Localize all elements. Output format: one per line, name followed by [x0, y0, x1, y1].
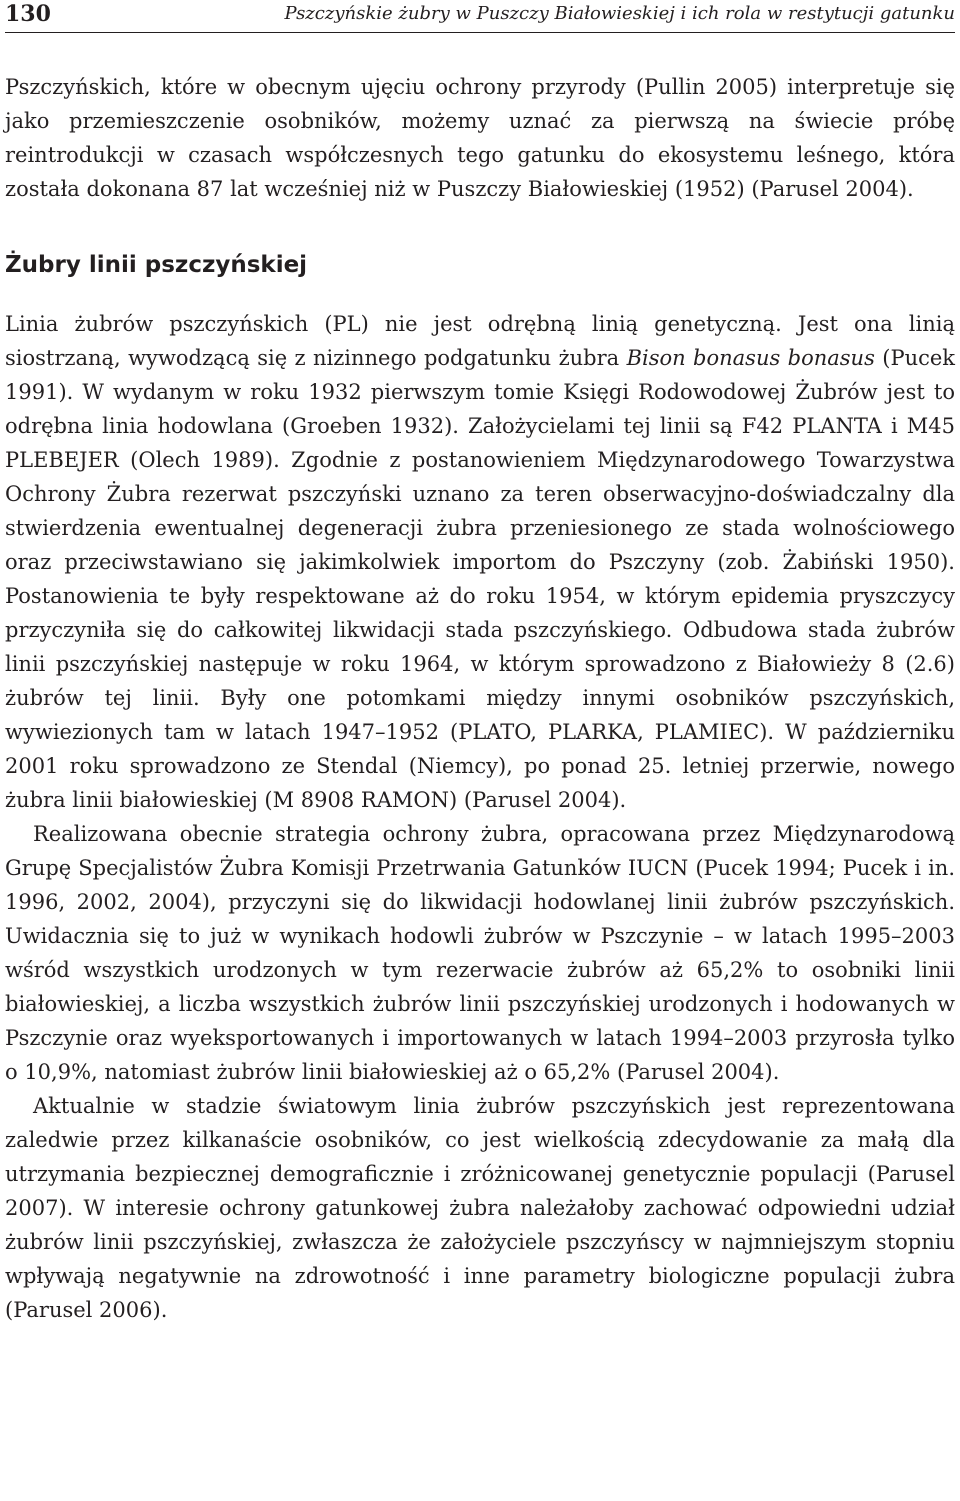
- body-text: [5, 70, 955, 1327]
- paragraph-1-part-a: Linia żubrów pszczyńskich (PL) nie jest odrębną linią genetyczną. Jest ona linią siostrzaną, wywodzącą się z nizinnego podgatunku żubra: [5, 312, 955, 370]
- running-header: [5, 0, 955, 33]
- paragraph-1-part-b: (Pucek 1991). W wydanym w roku 1932 pierwszym tomie Księgi Rodowodowej Żubrów jest to odrębna linia hodowlana (Groeben 1932). Założycielami tej linii są F42 PLANTA i M45 PLEBEJER (Olech 1989). Zgodnie z postanowieniem Międzynarodowego Towarzystwa Ochrony Żubra rezerwat pszczyński uznano za teren obserwacyjno-doświadczalny dla stwierdzenia ewentualnej degeneracji żubra przeniesionego ze stada wolnościowego oraz przeciwstawiano się jakimkolwiek importom do Pszczyny (zob. Żabiński 1950). Postanowienia te były respektowane aż do roku 1954, w którym epidemia pryszczycy przyczyniła się do całkowitej likwidacji stada pszczyńskiego. Odbudowa stada żubrów linii pszczyńskiej następuje w roku 1964, w którym sprowadzono z Białowieży 8 (2.6) żubrów tej linii. Były one potomkami między innymi osobników pszczyńskich, wywiezionych tam w latach 1947–1952 (PLATO, PLARKA, PLAMIEC). W październiku 2001 roku sprowadzono ze Stendal (Niemcy), po ponad 25. letniej przerwie, nowego żubra linii białowieskiej (M 8908 RAMON) (Parusel 2004).: [5, 346, 956, 812]
- page-number: 130: [5, 1, 51, 27]
- paragraph-1: [5, 307, 955, 817]
- species-name: Bison bonasus bonasus: [626, 346, 875, 370]
- running-title: Pszczyńskie żubry w Puszczy Białowieskiej i ich rola w restytucji gatunku: [284, 3, 955, 24]
- paragraph-3: Aktualnie w stadzie światowym linia żubrów pszczyńskich jest reprezentowana zaledwie przez kilkanaście osobników, co jest wielkością zdecydowanie za małą dla utrzymania bezpiecznej demograficznie i zróżnicowanej genetycznie populacji (Parusel 2007). W interesie ochrony gatunkowej żubra należałoby zachować odpowiedni udział żubrów linii pszczyńskiej, zwłaszcza że założyciele pszczyńscy w najmniejszym stopniu wpływają negatywnie na zdrowotność i inne parametry biologiczne populacji żubra (Parusel 2006).: [5, 1094, 955, 1322]
- document-page: [5, 0, 955, 1501]
- paragraph-2: Realizowana obecnie strategia ochrony żubra, opracowana przez Międzynarodową Grupę Specjalistów Żubra Komisji Przetrwania Gatunków IUCN (Pucek 1994; Pucek i in. 1996, 2002, 2004), przyczyni się do likwidacji hodowlanej linii żubrów pszczyńskich. Uwidacznia się to już w wynikach hodowli żubrów w Pszczynie – w latach 1995–2003 wśród wszystkich urodzonych w tym rezerwacie żubrów aż 65,2% to osobniki linii białowieskiej, a liczba wszystkich żubrów linii pszczyńskiej urodzonych i hodowanych w Pszczynie oraz wyeksportowanych i importowanych w latach 1994–2003 przyrosła tylko o 10,9%, natomiast żubrów linii białowieskiej aż o 65,2% (Parusel 2004).: [5, 822, 955, 1084]
- section-heading: Żubry linii pszczyńskiej: [5, 252, 308, 278]
- intro-paragraph: Pszczyńskich, które w obecnym ujęciu ochrony przyrody (Pullin 2005) interpretuje się jako przemieszczenie osobników, możemy uznać za pierwszą na świecie próbę reintrodukcji w czasach współczesnych tego gatunku do ekosystemu leśnego, która została dokonana 87 lat wcześniej niż w Puszczy Białowieskiej (1952) (Parusel 2004).: [5, 75, 955, 201]
